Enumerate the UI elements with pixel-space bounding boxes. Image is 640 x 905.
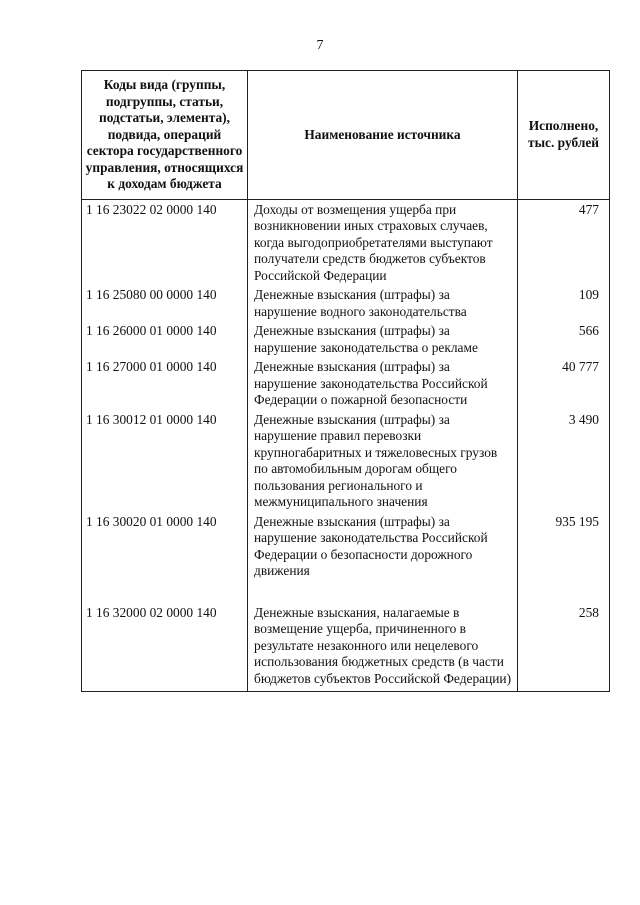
- header-name: Наименование источника: [248, 71, 518, 200]
- row-name: Денежные взыскания (штрафы) за нарушение правил перевозки крупногабаритных и тяжеловесных грузов по автомобильным дорогам общего пользования регионального и межмуниципального значения: [248, 412, 518, 514]
- row-code: 1 16 26000 01 0000 140: [82, 323, 248, 359]
- row-code: 1 16 30012 01 0000 140: [82, 412, 248, 514]
- budget-revenue-table: [81, 70, 610, 692]
- row-amount: 935 195: [518, 514, 610, 583]
- table-row: [82, 583, 610, 692]
- row-code: 1 16 25080 00 0000 140: [82, 287, 248, 323]
- header-amount: Исполнено, тыс. рублей: [518, 71, 610, 200]
- row-name: Доходы от возмещения ущерба при возникновении иных страховых случаев, когда выгодоприобретателями выступают получатели средств бюджетов субъектов Российской Федерации: [248, 199, 518, 287]
- row-name: Денежные взыскания (штрафы) за нарушение водного законодательства: [248, 287, 518, 323]
- page-number: 7: [316, 38, 324, 53]
- row-code: 1 16 27000 01 0000 140: [82, 359, 248, 412]
- table-row: [82, 287, 610, 323]
- row-name: Денежные взыскания (штрафы) за нарушение законодательства о рекламе: [248, 323, 518, 359]
- table-row: [82, 199, 610, 287]
- row-amount: 258: [518, 583, 610, 692]
- row-name: Денежные взыскания, налагаемые в возмещение ущерба, причиненного в результате незаконного или нецелевого использования бюджетных средств (в части бюджетов субъектов Российской Федерации): [248, 583, 518, 692]
- table-row: [82, 359, 610, 412]
- row-amount: 109: [518, 287, 610, 323]
- table-header-row: [82, 71, 610, 200]
- row-amount: 566: [518, 323, 610, 359]
- row-amount: 3 490: [518, 412, 610, 514]
- row-code: 1 16 30020 01 0000 140: [82, 514, 248, 583]
- header-code: Коды вида (группы, подгруппы, статьи, подстатьи, элемента), подвида, операций сектора государственного управления, относящихся к доходам бюджета: [82, 71, 248, 200]
- row-amount: 40 777: [518, 359, 610, 412]
- table-row: [82, 412, 610, 514]
- row-code: 1 16 23022 02 0000 140: [82, 199, 248, 287]
- table-row: [82, 323, 610, 359]
- row-name: Денежные взыскания (штрафы) за нарушение законодательства Российской Федерации о пожарной безопасности: [248, 359, 518, 412]
- row-code: 1 16 32000 02 0000 140: [82, 583, 248, 692]
- table-row: [82, 514, 610, 583]
- row-amount: 477: [518, 199, 610, 287]
- row-name: Денежные взыскания (штрафы) за нарушение законодательства Российской Федерации о безопасности дорожного движения: [248, 514, 518, 583]
